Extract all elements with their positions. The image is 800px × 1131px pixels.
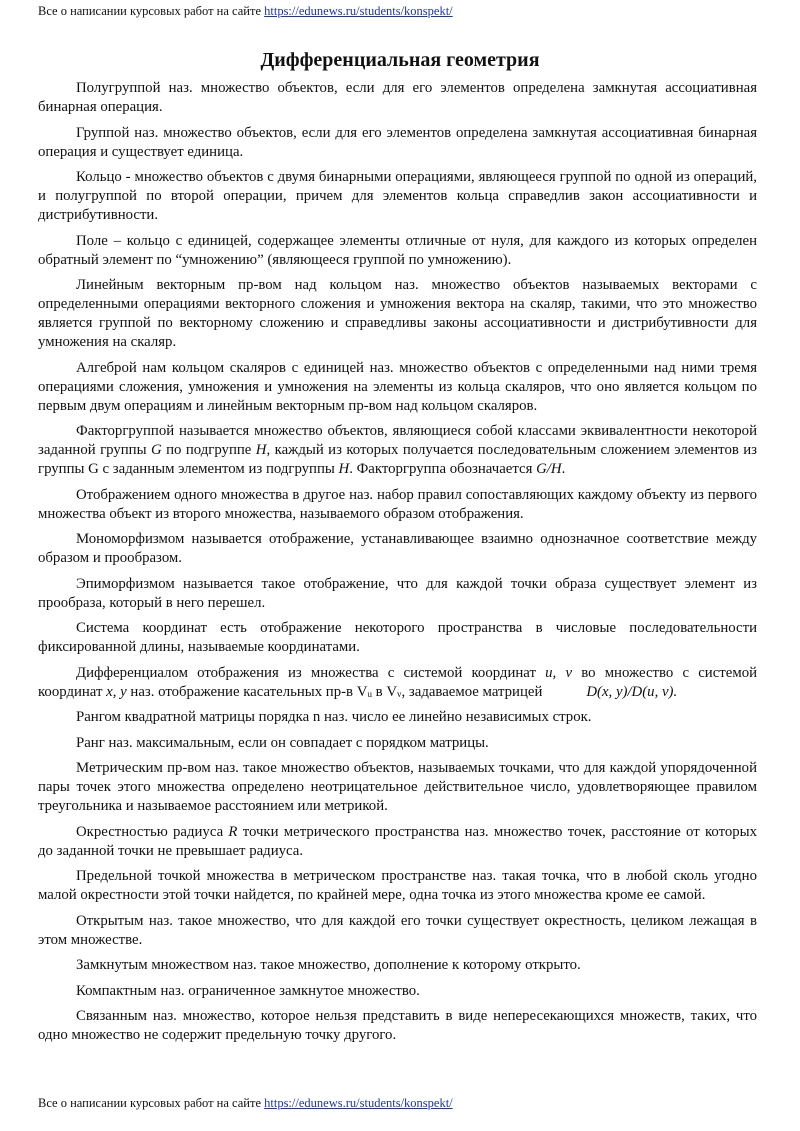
paragraph-epimorphism: Эпиморфизмом называется такое отображение, что для каждой точки образа существует элемент из прообраза, который в него перешел.: [38, 575, 757, 611]
paragraph-compact: Компактным наз. ограниченное замкнутое множество.: [76, 982, 420, 999]
paragraph-mapping: Отображением одного множества в другое наз. набор правил сопоставляющих каждому объекту из первого множества объект из второго множества, называемого образом отображения.: [38, 486, 757, 522]
paragraph-ring: Кольцо - множество объектов с двумя бинарными операциями, являющееся группой по одной из операций, и полугруппой по второй операции, причем для элементов кольца справедлив закон ассоциативности и дистрибутивности.: [38, 169, 757, 223]
header-text: Все о написании курсовых работ на сайте: [38, 4, 261, 18]
paragraph-closed-set: Замкнутым множеством наз. такое множество, дополнение к которому открыто.: [76, 957, 581, 973]
footer-text: Все о написании курсовых работ на сайте: [38, 1096, 261, 1110]
paragraph-max-rank: Ранг наз. максимальным, если он совпадает с порядком матрицы.: [76, 734, 489, 751]
page-title: Дифференциальная геометрия: [260, 49, 540, 71]
paragraph-metric-space: Метрическим пр-вом наз. такое множество объектов, называемых точками, что для каждой упорядоченной пары точек этого множества определено неотрицательное действительное число, удовлетворяющее правилом треугольника и называемое расстоянием или метрикой.: [38, 760, 757, 814]
paragraph-neighborhood: Окрестностью радиуса R точки метрического пространства наз. множество точек, расстояние от которых до заданной точки не превышает радиуса.: [38, 823, 758, 859]
header-link[interactable]: https://edunews.ru/students/konspekt/: [264, 4, 453, 18]
paragraph-differential: Дифференциалом отображения из множества с системой координат u, v во множество с системой координат x, y наз. отображение касательных пр-в $V_u$ в $V_v$, задаваемое матрицей D(x, y)/D(u, v).: [38, 664, 758, 700]
page-footer: [38, 1096, 453, 1111]
paragraph-field: Поле – кольцо с единицей, содержащее элементы отличные от нуля, для каждого из которых определен обратный элемент по “умножению” (являющееся группой по умножению).: [38, 232, 757, 268]
paragraph-factor-group: Факторгруппой называется множество объектов, являющиеся собой классами эквивалентности некоторой заданной группы G по подгруппе H, каждый из которых получается последовательным сложением элементов из группы G с заданным элементом из подгруппы H. Факторгруппа обозначается G/H.: [38, 423, 758, 477]
footer-link[interactable]: https://edunews.ru/students/konspekt/: [264, 1096, 453, 1110]
paragraph-open-set: Открытым наз. такое множество, что для каждой его точки существует окрестность, целиком лежащая в этом множестве.: [38, 912, 757, 948]
page-header: [38, 4, 453, 19]
paragraph-monomorphism: Мономорфизмом называется отображение, устанавливающее взаимно однозначное соответствие между образом и прообразом.: [38, 531, 757, 566]
paragraph-connected: Связанным наз. множество, которое нельзя представить в виде непересекающихся множеств, таких, что одно множество не содержит предельную точку другого.: [38, 1008, 757, 1043]
document-body: [38, 79, 757, 1052]
paragraph-group: Группой наз. множество объектов, если для его элементов определена замкнутая ассоциативная бинарная операция и существует единица.: [38, 124, 757, 160]
paragraph-semigroup: Полугруппой наз. множество объектов, если для его элементов определена замкнутая ассоциативная бинарная операция.: [38, 80, 757, 115]
paragraph-limit-point: Предельной точкой множества в метрическом пространстве наз. такая точка, что в любой сколь угодно малой окрестности этой точки найдется, по крайней мере, одна точка из этого множества кроме ее самой.: [38, 868, 757, 903]
paragraph-algebra: Алгеброй нам кольцом скаляров с единицей наз. множество объектов с определенными над ними тремя операциями сложения, умножения и умножения на элементы из кольца скаляров, что оно является кольцом по первым двум операциям и линейным векторным пр-вом над кольцом скаляров.: [38, 359, 757, 414]
paragraph-vector-space: Линейным векторным пр-вом над кольцом наз. множество объектов называемых векторами с определенными операциями векторного сложения и умножения вектора на скаляр, такими, что это множество является группой по векторному сложению и справедливы законы ассоциативности и дистрибутивности для умножения на скаляр.: [38, 277, 757, 350]
paragraph-rank: Рангом квадратной матрицы порядка n наз. число ее линейно независимых строк.: [76, 709, 592, 725]
paragraph-coordinates: Система координат есть отображение некоторого пространства в числовые последовательности фиксированной длины, называемые координатами.: [38, 620, 757, 655]
